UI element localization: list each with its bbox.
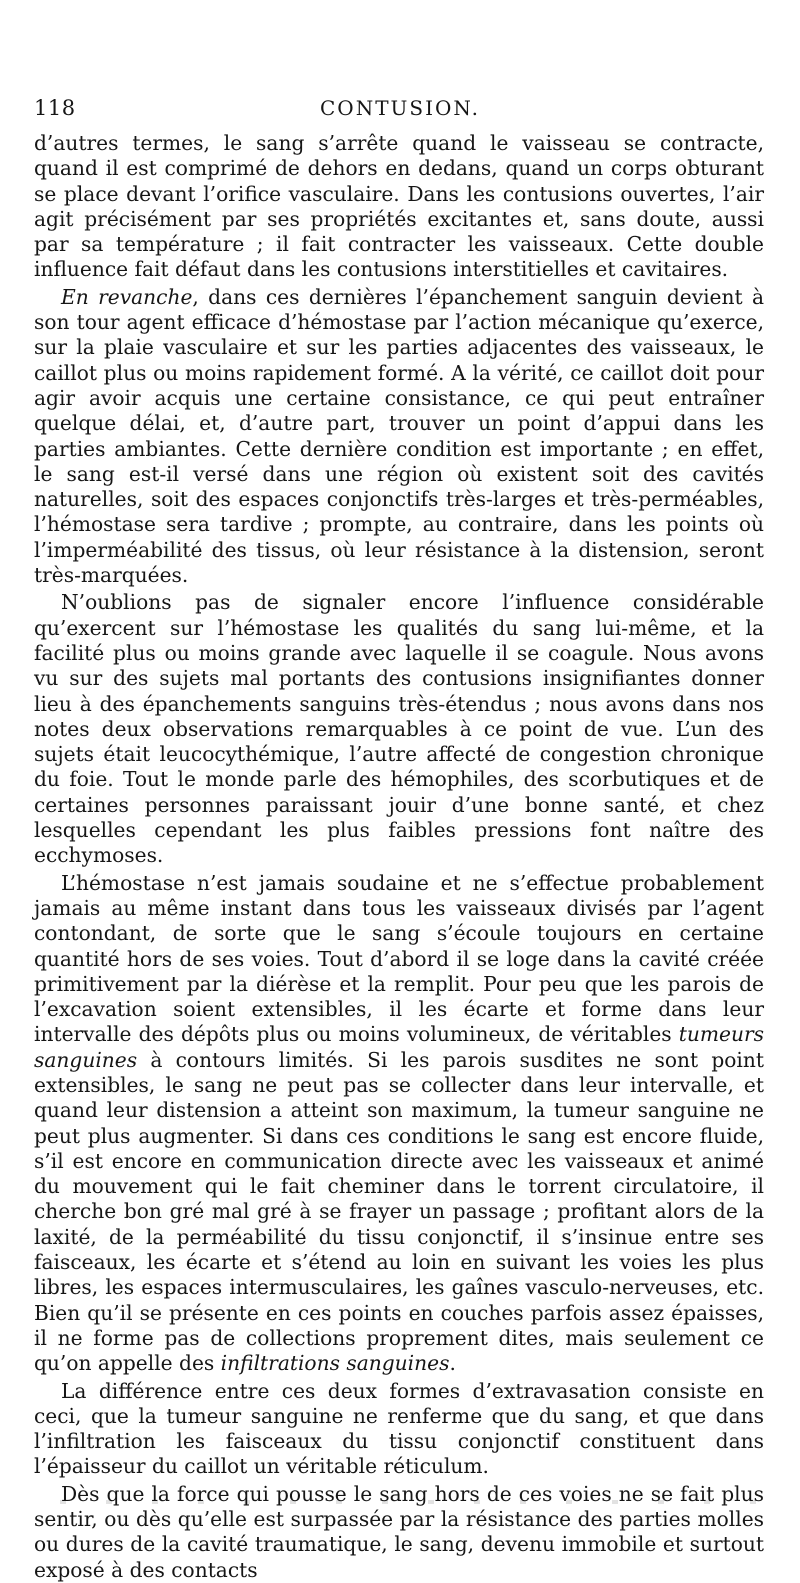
- text-segment: .: [449, 1351, 456, 1376]
- text-segment: N’oublions pas de signaler encore l’influence considérable qu’exercent sur l’hémostase les qualités du sang lui-même, et la facilité plus ou moins grande avec laquelle il se coagule. Nous avons vu sur des sujets mal portants des contusions insignifiantes donner lieu à des épanchements sanguins très-étendus ; nous avons dans nos notes deux observations remarquables à ce point de vue. L’un des sujets était leucocythémique, l’autre affecté de congestion chronique du foie. Tout le monde parle des hémophiles, des scorbutiques et de certaines personnes paraissant jouir d’une bonne santé, et chez lesquelles cependant les plus faibles pressions font naître des ecchymoses.: [34, 590, 764, 868]
- paragraph: [34, 590, 764, 868]
- paragraph: [34, 1379, 764, 1480]
- italic-text-segment: En revanche: [61, 284, 193, 309]
- page-number: 118: [34, 96, 76, 120]
- italic-text-segment: infiltrations sanguines: [220, 1351, 450, 1376]
- paragraph: [34, 131, 764, 283]
- bleed-through-marks: [60, 1500, 760, 1504]
- running-title: CONTUSION.: [320, 96, 480, 120]
- body-text: [34, 131, 764, 1583]
- text-segment: d’autres termes, le sang s’arrête quand le vaisseau se contracte, quand il est comprimé de dehors en dedans, quand un corps obturant se place devant l’orifice vasculaire. Dans les contusions ouvertes, l’air agit précisément par ses propriétés excitantes et, sans doute, aussi par sa température ; il fait contracter les vaisseaux. Cette double influence fait défaut dans les contusions interstitielles et cavitaires.: [34, 131, 764, 282]
- text-segment: , dans ces dernières l’épanchement sanguin devient à son tour agent efficace d’hémostase par l’action mécanique qu’exerce, sur la plaie vasculaire et sur les parties adjacentes des vaisseaux, le caillot plus ou moins rapidement formé. A la vérité, ce caillot doit pour agir avoir acquis une certaine consistance, ce qui peut entraîner quelque délai, et, d’autre part, trouver un point d’appui dans les parties ambiantes. Cette dernière condition est importante ; en effet, le sang est-il versé dans une région où existent soit des cavités naturelles, soit des espaces conjonctifs très-larges et très-perméables, l’hémostase sera tardive ; prompte, au contraire, dans les points où l’imperméabilité des tissus, où leur résistance à la distension, seront très-marquées.: [34, 284, 765, 588]
- text-segment: L’hémostase n’est jamais soudaine et ne s’effectue probablement jamais au même instant dans tous les vaisseaux divisés par l’agent contondant, de sorte que le sang s’écoule toujours en certaine quantité hors de ses voies. Tout d’abord il se loge dans la cavité créée primitivement par la diérèse et la remplit. Pour peu que les parois de l’excavation soient extensibles, il les écarte et forme dans leur intervalle des dépôts plus ou moins volumineux, de véritables: [34, 870, 764, 1047]
- paragraph: [34, 285, 764, 589]
- page-header: [34, 96, 766, 126]
- text-segment: La différence entre ces deux formes d’extravasation consiste en ceci, que la tumeur sanguine ne renferme que du sang, et que dans l’infiltration les faisceaux du tissu conjonctif constituent dans l’épaisseur du caillot un véritable réticulum.: [34, 1378, 764, 1479]
- italic-text-segment: tumeurs sanguines: [34, 1022, 764, 1072]
- text-segment: à contours limités. Si les parois susdites ne sont point extensibles, le sang ne peut pas se collecter dans leur intervalle, et quand leur distension a atteint son maximum, la tumeur sanguine ne peut plus augmenter. Si dans ces conditions le sang est encore fluide, s’il est encore en communication directe avec les vaisseaux et animé du mouvement qui le fait cheminer dans le torrent circulatoire, il cherche bon gré mal gré à se frayer un passage ; profitant alors de la laxité, de la perméabilité du tissu conjonctif, il s’insinue entre ses faisceaux, les écarte et s’étend au loin en suivant les voies les plus libres, les espaces intermusculaires, les gaînes vasculo-nerveuses, etc. Bien qu’il se présente en ces points en couches parfois assez épaisses, il ne forme pas de collections proprement dites, mais seulement ce qu’on appelle des: [34, 1047, 764, 1376]
- paragraph: [34, 871, 764, 1377]
- paragraph: [34, 1482, 764, 1583]
- text-segment: Dès que la force qui pousse le sang hors de ces voies ne se fait plus sentir, ou dès qu’elle est surpassée par la résistance des parties molles ou dures de la cavité traumatique, le sang, devenu immobile et surtout exposé à des contacts: [34, 1481, 764, 1582]
